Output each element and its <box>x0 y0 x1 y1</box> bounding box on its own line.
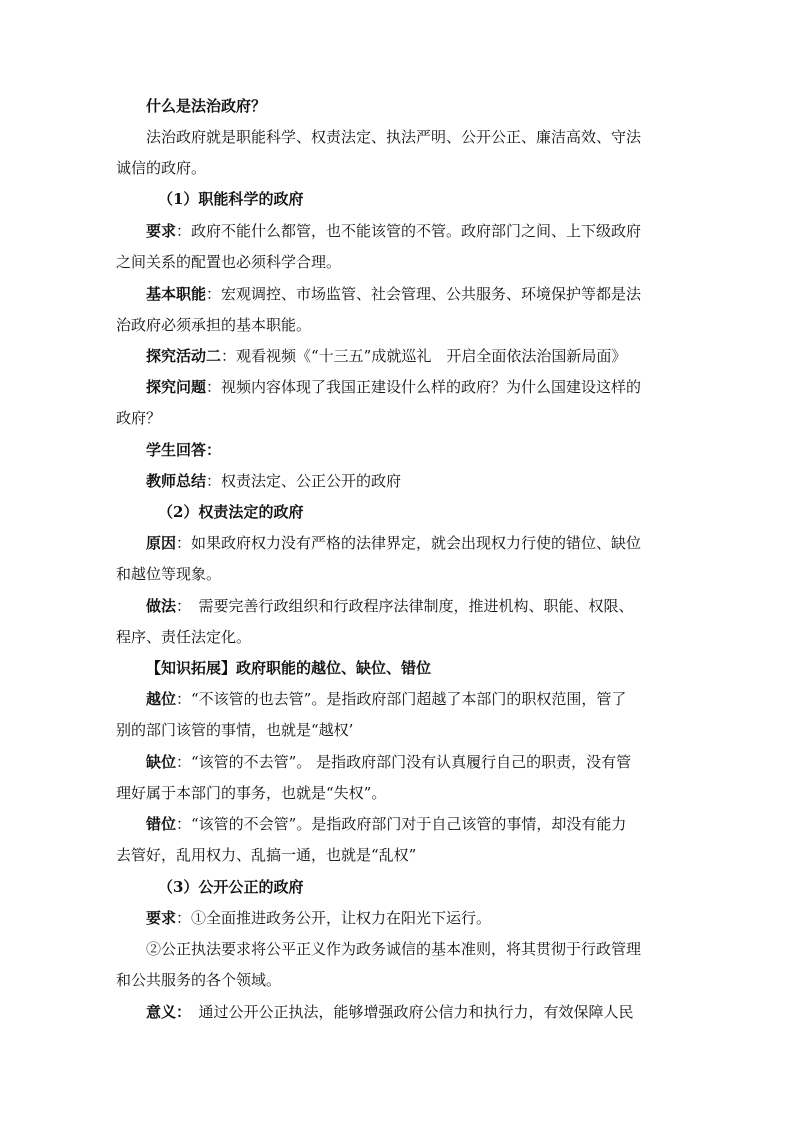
meaning-label: 意义： <box>146 1003 184 1021</box>
overstep-text: ：“不该管的也去管”。是指政府部门超越了本部门的职权范围，管了 <box>176 690 627 708</box>
requirement-line-2: 之间关系的配置也必须科学合理。 <box>116 253 342 271</box>
heading: 什么是法治政府？ <box>146 97 267 115</box>
misplace-text: ：“该管的不会管”。是指政府部门对于自己该管的事情，却没有能力 <box>176 815 627 833</box>
absence-line-2: 理好属于本部门的事务，也就是“失权”。 <box>116 784 387 802</box>
requirement-3-line-3: 和公共服务的各个领域。 <box>116 971 282 989</box>
meaning-text: 通过公开公正执法，能够增强政府公信力和执行力，有效保障人民 <box>183 1003 634 1021</box>
meaning-line <box>146 1002 681 1022</box>
basic-function-text: 宏观调控、市场监管、社会管理、公共服务、环境保护等都是法 <box>221 285 642 303</box>
activity-label: 探究活动二 <box>146 347 222 365</box>
cause-line-2: 和越位等现象。 <box>116 565 222 583</box>
absence-line-1 <box>146 752 681 772</box>
teacher-summary-line <box>146 471 681 491</box>
method-line-2: 程序、责任法定化。 <box>116 628 252 646</box>
basic-function-line-1: 基本职能：宏观调控、市场监管、社会管理、公共服务、环境保护等都是法 <box>146 285 642 303</box>
section-3-title: （3）公开公正的政府 <box>158 878 304 896</box>
cause-label: 原因 <box>146 534 177 552</box>
basic-function-label: 基本职能 <box>146 285 207 303</box>
requirement-line-1: 要求：政府不能什么都管，也不能该管的不管。政府部门之间、上下级政府 <box>146 222 642 240</box>
activity-text: ：观看视频《“十三五”成就巡礼 开启全面依法治国新局面》 <box>221 347 627 365</box>
misplace-label: 错位 <box>146 815 177 833</box>
method-line-1 <box>146 596 681 616</box>
requirement-text: 政府不能什么都管，也不能该管的不管。政府部门之间、上下级政府 <box>191 222 642 240</box>
question-line-1: 探究问题：视频内容体现了我国正建设什么样的政府？为什么国建设这样的 <box>146 378 642 396</box>
method-text: ： 需要完善行政组织和行政程序法律制度，推进机构、职能、权限、 <box>176 597 634 615</box>
question-text: 视频内容体现了我国正建设什么样的政府？为什么国建设这样的 <box>221 378 642 396</box>
intro-line-1: 法治政府就是职能科学、权责法定、执法严明、公开公正、廉洁高效、守法 <box>146 128 642 146</box>
overstep-line-2: 别的部门该管的事情，也就是“越权’ <box>116 721 354 739</box>
requirement-3-line-2: ②公正执法要求将公平正义作为政务诚信的基本准则，将其贯彻于行政管理 <box>146 940 642 958</box>
teacher-summary-label: 教师总结 <box>146 472 207 490</box>
overstep-line-1 <box>146 689 681 709</box>
question-label: 探究问题 <box>146 378 207 396</box>
overstep-label: 越位 <box>146 690 177 708</box>
activity-line <box>146 346 681 366</box>
student-answer-label: 学生回答： <box>146 441 222 459</box>
teacher-summary-text: ：权责法定、公正公开的政府 <box>206 472 402 490</box>
absence-label: 缺位 <box>146 753 177 771</box>
requirement-3-label: 要求 <box>146 909 177 927</box>
section-1-title: （1）职能科学的政府 <box>158 190 304 208</box>
requirement-3-text: ：①全面推进政务公开，让权力在阳光下运行。 <box>176 909 492 927</box>
requirement-label: 要求 <box>146 222 177 240</box>
basic-function-line-2: 治政府必须承担的基本职能。 <box>116 316 312 334</box>
misplace-line-1 <box>146 814 681 834</box>
intro-line-2: 诚信的政府。 <box>116 159 207 177</box>
method-label: 做法 <box>146 597 177 615</box>
misplace-line-2: 去管好，乱用权力、乱搞一通，也就是“乱权” <box>116 846 417 864</box>
cause-text: 如果政府权力没有严格的法律界定，就会出现权力行使的错位、缺位 <box>191 534 642 552</box>
knowledge-extension-title: 【知识拓展】政府职能的越位、缺位、错位 <box>146 659 432 677</box>
section-2-title: （2）权责法定的政府 <box>158 503 304 521</box>
requirement-3-line-1 <box>146 908 681 928</box>
question-line-2: 政府？ <box>116 409 162 427</box>
cause-line-1: 原因：如果政府权力没有严格的法律界定，就会出现权力行使的错位、缺位 <box>146 534 642 552</box>
absence-text: ：“该管的不去管”。 是指政府部门没有认真履行自己的职责，没有管 <box>176 753 632 771</box>
